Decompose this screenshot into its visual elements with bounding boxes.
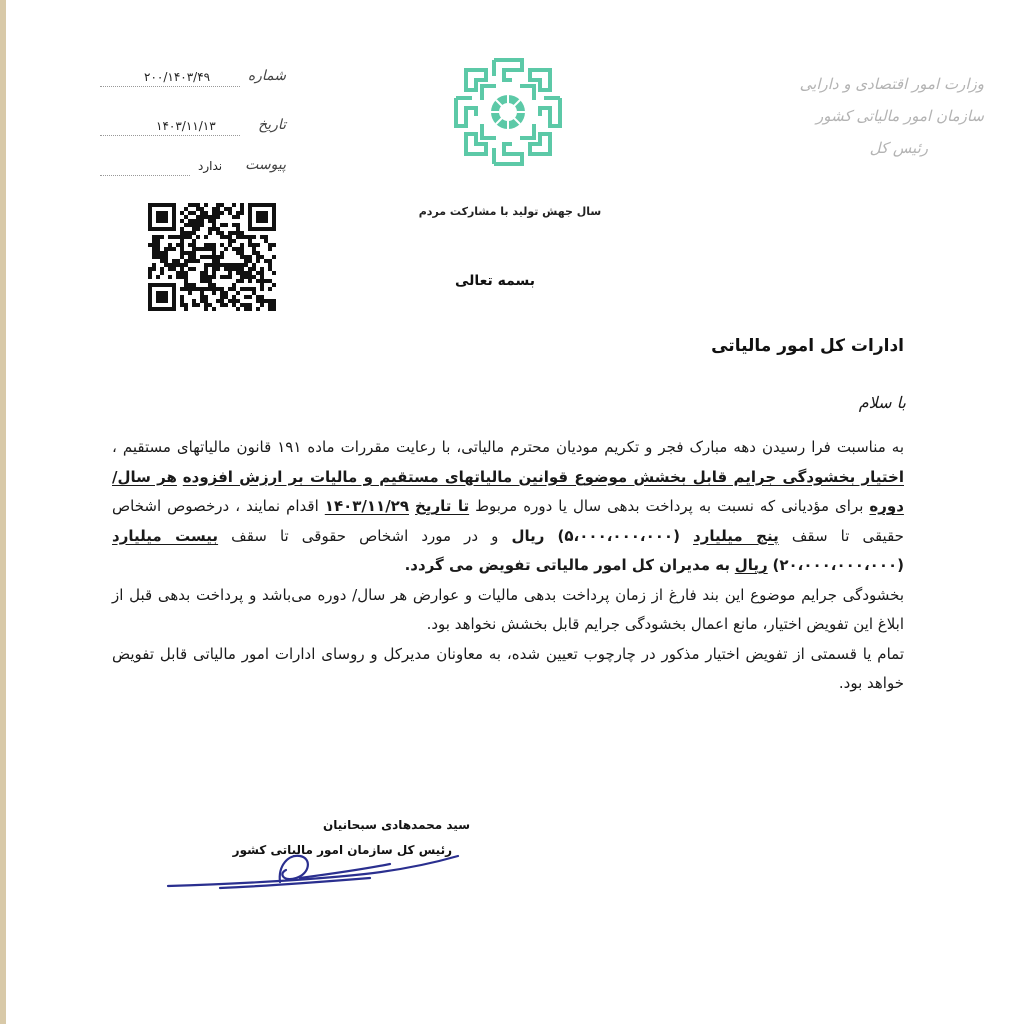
number-dotted-line	[100, 86, 240, 87]
attachment-dotted-line	[100, 175, 190, 176]
basmala: بسمه تعالی	[454, 273, 536, 289]
number-label: شماره	[247, 68, 286, 84]
attachment-row	[100, 157, 286, 179]
signer-title: رئیس کل سازمان امور مالیاتی کشور	[232, 843, 452, 857]
legal-entity-cap-amount: (۲۰،۰۰۰،۰۰۰،۰۰۰)	[772, 556, 904, 574]
letter-date-row	[100, 117, 286, 139]
delegation-subject: اختیار بخشودگی جرایم قابل بخشش موضوع قوانین مالیاتهای مستقیم و مالیات بر ارزش افزوده	[182, 467, 904, 486]
paragraph-2: بخشودگی جرایم موضوع این بند فارغ از زمان پرداخت بدهی مالیات و عوارض هر سال/ دوره می‌باشد و پرداخت بدهی قبل از ابلاغ این تفویض اختیار، مانع اعمال بخشودگی جرایم قابل بخشش نخواهد بود.	[112, 585, 904, 633]
qr-code-icon	[148, 203, 276, 311]
ministry-name: وزارت امور اقتصادی و دارایی	[799, 75, 984, 93]
signer-name: سید محمدهادی سبحانیان	[322, 818, 470, 832]
letter-number: ۲۰۰/۱۴۰۳/۴۹	[144, 70, 211, 84]
attachment-value: ندارد	[198, 159, 223, 173]
deadline-label: تا تاریخ	[415, 497, 470, 515]
individual-cap-words: پنج میلیارد	[693, 526, 779, 545]
legal-entity-cap-words: بیست میلیارد	[112, 526, 219, 545]
tax-organization-logo-icon	[452, 56, 564, 168]
per-year-period: هر سال/ دوره	[112, 467, 904, 515]
letter-date: ۱۴۰۳/۱۱/۱۳	[156, 119, 216, 133]
letter-body	[112, 433, 904, 699]
office-title: رئیس کل	[869, 139, 928, 157]
letter-number-row	[100, 68, 286, 90]
deadline-date: ۱۴۰۳/۱۱/۲۹	[324, 497, 409, 515]
letter-greeting: با سلام	[858, 393, 906, 412]
date-label: تاریخ	[258, 117, 286, 133]
delegation-clause: به مدیران کل امور مالیاتی تفویض می گردد.	[404, 556, 730, 574]
organization-name: سازمان امور مالیاتی کشور	[816, 107, 984, 125]
year-slogan: سال جهش تولید با مشارکت مردم	[418, 205, 602, 218]
paragraph-3: تمام یا قسمتی از تفویض اختیار مذکور در چارچوب تعیین شده، به معاونان مدیرکل و روسای ادارات امور مالیاتی قابل تفویض خواهد بود.	[112, 644, 904, 692]
organization-letterhead	[764, 68, 984, 164]
date-dotted-line	[100, 135, 240, 136]
attachment-label: پیوست	[245, 157, 286, 173]
paragraph-1: به مناسبت فرا رسیدن دهه مبارک فجر و تکریم مودیان محترم مالیاتی، با رعایت مقررات ماده ۱۹۱ قانون مالیاتهای مستقیم ، اختیار بخشودگی جرایم قابل بخشش موضوع قوانین مالیاتهای مستقیم و مالیات بر ارزش افزوده هر سال/ دوره برای مؤدیانی که نسبت به پرداخت بدهی سال یا دوره مربوط تا تاریخ ۱۴۰۳/۱۱/۲۹ اقدام نمایند ، درخصوص اشخاص حقیقی تا سقف پنج میلیارد (۵،۰۰۰،۰۰۰،۰۰۰) ریال و در مورد اشخاص حقوقی تا سقف بیست میلیارد (۲۰،۰۰۰،۰۰۰،۰۰۰) ریال به مدیران کل امور مالیاتی تفویض می گردد.	[112, 438, 904, 574]
individual-cap-amount: (۵،۰۰۰،۰۰۰،۰۰۰)	[557, 526, 680, 545]
letter-recipient: ادارات کل امور مالیاتی	[711, 336, 904, 356]
handwritten-signature-icon	[160, 830, 470, 900]
